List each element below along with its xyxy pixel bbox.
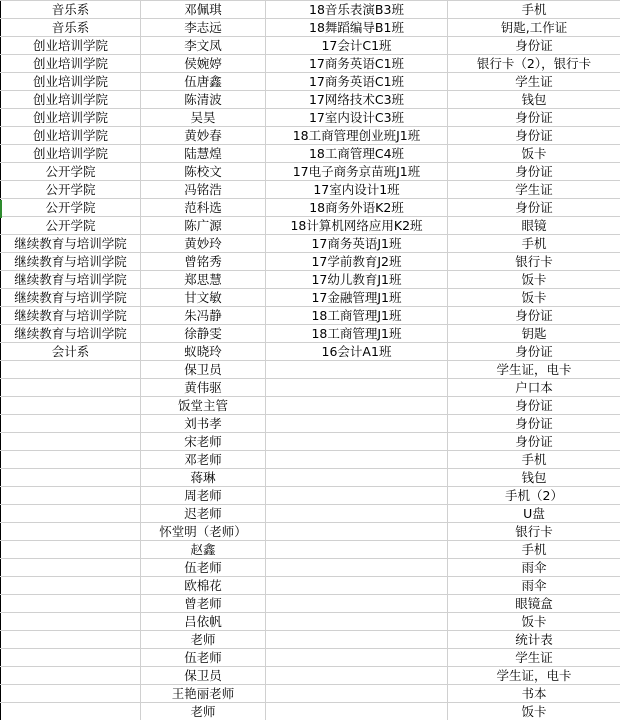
table-row: [1, 271, 620, 289]
item-cell[interactable]: 银行卡（2），银行卡: [448, 55, 620, 73]
class-cell[interactable]: 18计算机网络应用K2班: [266, 217, 448, 235]
name-cell[interactable]: 老师: [141, 703, 266, 720]
table-row: [1, 631, 620, 649]
table-row: [1, 325, 620, 343]
department-cell[interactable]: 创业培训学院: [1, 73, 141, 91]
department-cell[interactable]: 继续教育与培训学院: [1, 289, 141, 307]
table-row: [1, 361, 620, 379]
item-cell[interactable]: 身份证: [448, 199, 620, 217]
table-row: [1, 667, 620, 685]
class-cell[interactable]: 17室内设计1班: [266, 181, 448, 199]
class-cell[interactable]: [266, 541, 448, 559]
name-cell[interactable]: 侯婉婷: [141, 55, 266, 73]
department-cell[interactable]: [1, 703, 141, 720]
table-row: [1, 649, 620, 667]
department-cell[interactable]: [1, 685, 141, 703]
department-cell[interactable]: 继续教育与培训学院: [1, 253, 141, 271]
name-cell[interactable]: 饭堂主管: [141, 397, 266, 415]
name-cell[interactable]: 宋老师: [141, 433, 266, 451]
department-cell[interactable]: [1, 433, 141, 451]
department-cell[interactable]: 音乐系: [1, 1, 141, 19]
department-cell[interactable]: [1, 505, 141, 523]
table-row: [1, 19, 620, 37]
name-cell[interactable]: 迟老师: [141, 505, 266, 523]
name-cell[interactable]: 周老师: [141, 487, 266, 505]
name-cell[interactable]: 伍老师: [141, 559, 266, 577]
class-cell[interactable]: [266, 415, 448, 433]
table-row: [1, 91, 620, 109]
item-cell[interactable]: 手机: [448, 235, 620, 253]
class-cell[interactable]: [266, 559, 448, 577]
item-cell[interactable]: 手机（2）: [448, 487, 620, 505]
table-row: [1, 199, 620, 217]
department-cell[interactable]: 创业培训学院: [1, 109, 141, 127]
name-cell[interactable]: 邓老师: [141, 451, 266, 469]
department-cell[interactable]: 创业培训学院: [1, 55, 141, 73]
name-cell[interactable]: 赵鑫: [141, 541, 266, 559]
class-cell[interactable]: 18舞蹈编导B1班: [266, 19, 448, 37]
table-row: [1, 109, 620, 127]
item-cell[interactable]: 身份证: [448, 343, 620, 361]
table-row: [1, 343, 620, 361]
class-cell[interactable]: 17幼儿教育J1班: [266, 271, 448, 289]
class-cell[interactable]: 18工商管理J1班: [266, 325, 448, 343]
department-cell[interactable]: 公开学院: [1, 163, 141, 181]
department-cell[interactable]: [1, 415, 141, 433]
table-row: [1, 505, 620, 523]
class-cell[interactable]: 18工商管理J1班: [266, 307, 448, 325]
name-cell[interactable]: 黄妙玲: [141, 235, 266, 253]
item-cell[interactable]: 身份证: [448, 433, 620, 451]
department-cell[interactable]: 公开学院: [1, 181, 141, 199]
department-cell[interactable]: 继续教育与培训学院: [1, 307, 141, 325]
item-cell[interactable]: 银行卡: [448, 253, 620, 271]
class-cell[interactable]: [266, 649, 448, 667]
table-row: [1, 559, 620, 577]
class-cell[interactable]: [266, 397, 448, 415]
item-cell[interactable]: 身份证: [448, 163, 620, 181]
item-cell[interactable]: 身份证: [448, 415, 620, 433]
table-row: [1, 145, 620, 163]
name-cell[interactable]: 蚁晓玲: [141, 343, 266, 361]
item-cell[interactable]: 统计表: [448, 631, 620, 649]
name-cell[interactable]: 刘书孝: [141, 415, 266, 433]
table-row: [1, 469, 620, 487]
class-cell[interactable]: [266, 577, 448, 595]
item-cell[interactable]: 饭卡: [448, 289, 620, 307]
name-cell[interactable]: 李文凤: [141, 37, 266, 55]
department-cell[interactable]: 继续教育与培训学院: [1, 325, 141, 343]
table-row: [1, 541, 620, 559]
class-cell[interactable]: 18工商管理C4班: [266, 145, 448, 163]
class-cell[interactable]: [266, 451, 448, 469]
item-cell[interactable]: 学生证: [448, 649, 620, 667]
item-cell[interactable]: 手机: [448, 1, 620, 19]
department-cell[interactable]: 会计系: [1, 343, 141, 361]
item-cell[interactable]: U盘: [448, 505, 620, 523]
item-cell[interactable]: 手机: [448, 541, 620, 559]
table-row: [1, 685, 620, 703]
item-cell[interactable]: 钥匙,工作证: [448, 19, 620, 37]
name-cell[interactable]: 邓佩琪: [141, 1, 266, 19]
department-cell[interactable]: [1, 613, 141, 631]
class-cell[interactable]: [266, 505, 448, 523]
name-cell[interactable]: 伍唐鑫: [141, 73, 266, 91]
item-cell[interactable]: 书本: [448, 685, 620, 703]
item-cell[interactable]: 银行卡: [448, 523, 620, 541]
department-cell[interactable]: 创业培训学院: [1, 127, 141, 145]
table-row: [1, 1, 620, 19]
name-cell[interactable]: 陈广源: [141, 217, 266, 235]
name-cell[interactable]: 陆慧煌: [141, 145, 266, 163]
table-row: [1, 253, 620, 271]
table-row: [1, 37, 620, 55]
class-cell[interactable]: 18工商管理创业班J1班: [266, 127, 448, 145]
item-cell[interactable]: 饭卡: [448, 271, 620, 289]
item-cell[interactable]: 饭卡: [448, 703, 620, 720]
department-cell[interactable]: [1, 469, 141, 487]
name-cell[interactable]: 甘文敏: [141, 289, 266, 307]
class-cell[interactable]: [266, 469, 448, 487]
department-cell[interactable]: [1, 361, 141, 379]
table-row: [1, 415, 620, 433]
name-cell[interactable]: 陈清波: [141, 91, 266, 109]
class-cell[interactable]: 17商务英语J1班: [266, 235, 448, 253]
name-cell[interactable]: 朱冯静: [141, 307, 266, 325]
item-cell[interactable]: 学生证，电卡: [448, 667, 620, 685]
table-body: [1, 1, 620, 720]
department-cell[interactable]: 创业培训学院: [1, 145, 141, 163]
name-cell[interactable]: 曾铭秀: [141, 253, 266, 271]
table-row: [1, 703, 620, 720]
item-cell[interactable]: 雨伞: [448, 577, 620, 595]
department-cell[interactable]: [1, 667, 141, 685]
class-cell[interactable]: [266, 379, 448, 397]
name-cell[interactable]: 陈校文: [141, 163, 266, 181]
class-cell[interactable]: [266, 703, 448, 720]
class-cell[interactable]: [266, 523, 448, 541]
department-cell[interactable]: 继续教育与培训学院: [1, 271, 141, 289]
department-cell[interactable]: 音乐系: [1, 19, 141, 37]
department-cell[interactable]: [1, 577, 141, 595]
department-cell[interactable]: [1, 631, 141, 649]
item-cell[interactable]: 钥匙: [448, 325, 620, 343]
item-cell[interactable]: 手机: [448, 451, 620, 469]
name-cell[interactable]: 李志远: [141, 19, 266, 37]
name-cell[interactable]: 怀堂明（老师）: [141, 523, 266, 541]
department-cell[interactable]: [1, 541, 141, 559]
table-row: [1, 289, 620, 307]
class-cell[interactable]: 18商务外语K2班: [266, 199, 448, 217]
name-cell[interactable]: 范科选: [141, 199, 266, 217]
class-cell[interactable]: 18音乐表演B3班: [266, 1, 448, 19]
table-row: [1, 397, 620, 415]
table-row: [1, 73, 620, 91]
table-row: [1, 307, 620, 325]
name-cell[interactable]: 冯铭浩: [141, 181, 266, 199]
department-cell[interactable]: [1, 451, 141, 469]
table-row: [1, 55, 620, 73]
department-cell[interactable]: 公开学院: [1, 217, 141, 235]
class-cell[interactable]: 17学前教育J2班: [266, 253, 448, 271]
table-row: [1, 181, 620, 199]
item-cell[interactable]: 学生证: [448, 73, 620, 91]
table-row: [1, 577, 620, 595]
item-cell[interactable]: 钱包: [448, 91, 620, 109]
class-cell[interactable]: [266, 361, 448, 379]
table-row: [1, 523, 620, 541]
table-row: [1, 595, 620, 613]
class-cell[interactable]: [266, 595, 448, 613]
table-row: [1, 163, 620, 181]
item-cell[interactable]: 身份证: [448, 37, 620, 55]
class-cell[interactable]: 17商务英语C1班: [266, 55, 448, 73]
class-cell[interactable]: 17商务英语C1班: [266, 73, 448, 91]
item-cell[interactable]: 身份证: [448, 127, 620, 145]
table-row: [1, 235, 620, 253]
table-row: [1, 451, 620, 469]
class-cell[interactable]: [266, 685, 448, 703]
name-cell[interactable]: 王艳丽老师: [141, 685, 266, 703]
table-row: [1, 127, 620, 145]
table-row: [1, 379, 620, 397]
class-cell[interactable]: [266, 433, 448, 451]
class-cell[interactable]: 17电子商务京苗班J1班: [266, 163, 448, 181]
class-cell[interactable]: 17室内设计C3班: [266, 109, 448, 127]
name-cell[interactable]: 老师: [141, 631, 266, 649]
item-cell[interactable]: 钱包: [448, 469, 620, 487]
department-cell[interactable]: 创业培训学院: [1, 37, 141, 55]
department-cell[interactable]: [1, 523, 141, 541]
department-cell[interactable]: [1, 487, 141, 505]
department-cell[interactable]: [1, 397, 141, 415]
item-cell[interactable]: 饭卡: [448, 145, 620, 163]
row-marker: [0, 200, 2, 218]
class-cell[interactable]: [266, 613, 448, 631]
class-cell[interactable]: [266, 667, 448, 685]
item-cell[interactable]: 学生证: [448, 181, 620, 199]
table-row: [1, 487, 620, 505]
item-cell[interactable]: 户口本: [448, 379, 620, 397]
item-cell[interactable]: 身份证: [448, 397, 620, 415]
item-cell[interactable]: 饭卡: [448, 613, 620, 631]
class-cell[interactable]: 17金融管理J1班: [266, 289, 448, 307]
class-cell[interactable]: 16会计A1班: [266, 343, 448, 361]
item-cell[interactable]: 学生证，电卡: [448, 361, 620, 379]
item-cell[interactable]: 身份证: [448, 307, 620, 325]
name-cell[interactable]: 曾老师: [141, 595, 266, 613]
table-row: [1, 613, 620, 631]
department-cell[interactable]: [1, 379, 141, 397]
item-cell[interactable]: 眼镜盒: [448, 595, 620, 613]
table-row: [1, 433, 620, 451]
department-cell[interactable]: [1, 649, 141, 667]
class-cell[interactable]: 17网络技术C3班: [266, 91, 448, 109]
name-cell[interactable]: 黄伟驱: [141, 379, 266, 397]
name-cell[interactable]: 吴昊: [141, 109, 266, 127]
department-cell[interactable]: 继续教育与培训学院: [1, 235, 141, 253]
name-cell[interactable]: 徐静雯: [141, 325, 266, 343]
department-cell[interactable]: 创业培训学院: [1, 91, 141, 109]
name-cell[interactable]: 欧棉花: [141, 577, 266, 595]
department-cell[interactable]: 公开学院: [1, 199, 141, 217]
table-row: [1, 217, 620, 235]
item-cell[interactable]: 身份证: [448, 109, 620, 127]
item-cell[interactable]: 雨伞: [448, 559, 620, 577]
name-cell[interactable]: 黄妙春: [141, 127, 266, 145]
class-cell[interactable]: [266, 487, 448, 505]
department-cell[interactable]: [1, 595, 141, 613]
name-cell[interactable]: 吕依帆: [141, 613, 266, 631]
name-cell[interactable]: 郑思慧: [141, 271, 266, 289]
name-cell[interactable]: 保卫员: [141, 361, 266, 379]
class-cell[interactable]: [266, 631, 448, 649]
department-cell[interactable]: [1, 559, 141, 577]
name-cell[interactable]: 伍老师: [141, 649, 266, 667]
class-cell[interactable]: 17会计C1班: [266, 37, 448, 55]
name-cell[interactable]: 蒋琳: [141, 469, 266, 487]
item-cell[interactable]: 眼镜: [448, 217, 620, 235]
name-cell[interactable]: 保卫员: [141, 667, 266, 685]
